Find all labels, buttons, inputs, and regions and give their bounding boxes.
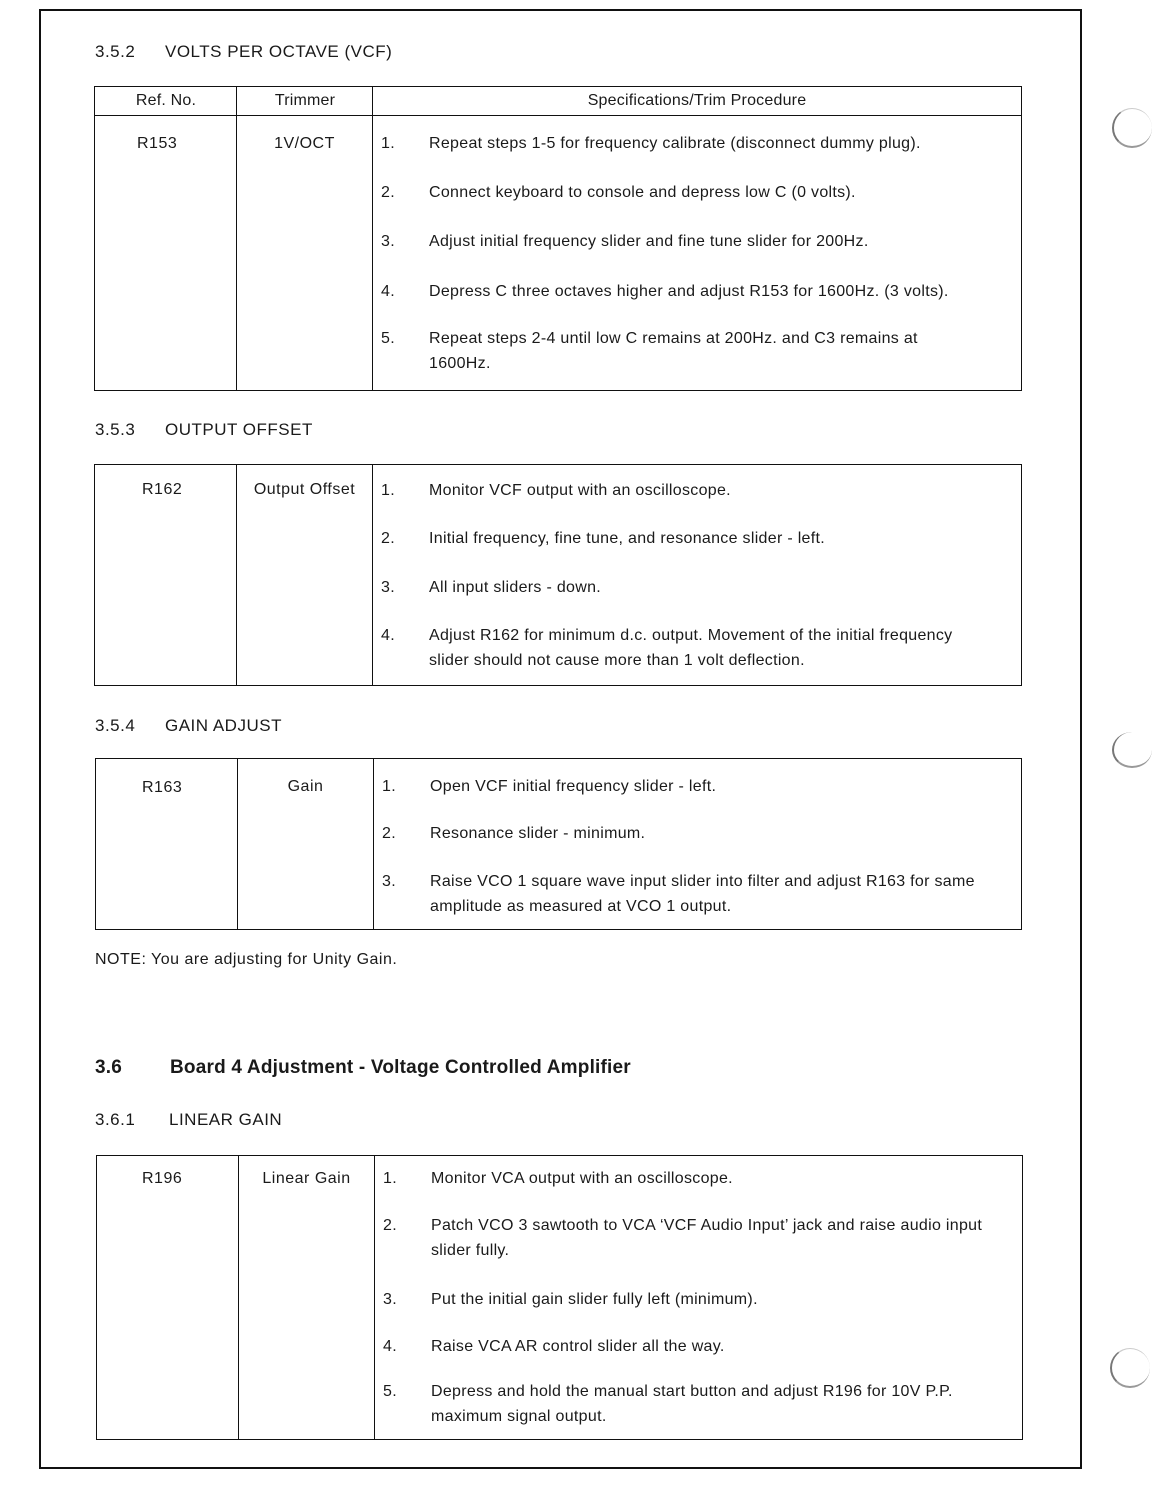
step-text: Put the initial gain slider fully left (minimum). <box>431 1291 758 1308</box>
step-text: Resonance slider - minimum. <box>430 825 646 842</box>
section-heading-3-6 <box>95 1057 631 1079</box>
section-title: Board 4 Adjustment - Voltage Controlled Amplifier <box>170 1057 631 1078</box>
trim-table-volts-per-octave <box>94 86 1022 391</box>
procedure-step <box>381 279 1007 304</box>
ref-column <box>96 759 238 929</box>
procedure-step <box>381 526 1007 551</box>
procedure-step <box>383 1379 1008 1429</box>
step-text: Monitor VCF output with an oscilloscope. <box>429 482 731 499</box>
procedure-step <box>381 575 1007 600</box>
ref-column <box>95 465 237 685</box>
step-number: 1. <box>381 482 395 499</box>
section-heading-3-6-1 <box>95 1110 282 1130</box>
step-number: 4. <box>381 283 395 300</box>
step-number: 3. <box>382 873 396 890</box>
trimmer-value: Linear Gain <box>262 1170 351 1187</box>
step-text: Depress C three octaves higher and adjust R153 for 1600Hz. (3 volts). <box>429 283 949 300</box>
step-number: 1. <box>383 1170 397 1187</box>
procedure-step <box>383 1334 1008 1359</box>
procedure-step <box>383 1287 1008 1312</box>
step-number: 4. <box>383 1338 397 1355</box>
step-number: 2. <box>382 825 396 842</box>
section-heading-3-5-3 <box>95 420 313 440</box>
ref-value: R196 <box>142 1170 183 1187</box>
step-number: 4. <box>381 627 395 644</box>
trim-table-linear-gain <box>96 1155 1023 1440</box>
section-heading-3-5-2 <box>95 42 392 62</box>
procedure-step <box>382 869 991 919</box>
procedure-step <box>381 478 1007 503</box>
trim-table-gain-adjust <box>95 758 1022 930</box>
section-number: 3.6.1 <box>95 1110 136 1129</box>
procedure-step <box>381 229 1007 254</box>
ref-column <box>97 1156 239 1439</box>
procedure-step <box>383 1213 1008 1263</box>
punch-hole-bottom <box>1110 1348 1150 1388</box>
step-text: Connect keyboard to console and depress low C (0 volts). <box>429 184 856 201</box>
ref-value: R163 <box>142 779 183 796</box>
trimmer-column <box>239 1156 375 1439</box>
step-number: 2. <box>381 530 395 547</box>
trim-table-output-offset <box>94 464 1022 686</box>
step-number: 1. <box>381 135 395 152</box>
step-text: All input sliders - down. <box>429 579 602 596</box>
step-number: 1. <box>382 778 396 795</box>
punch-hole-top <box>1112 108 1152 148</box>
procedure-step <box>381 326 961 376</box>
step-text: Adjust R162 for minimum d.c. output. Movement of the initial frequency slider should not cause more than 1 volt deflection. <box>429 627 953 669</box>
section-number: 3.5.2 <box>95 42 136 61</box>
step-text: Monitor VCA output with an oscilloscope. <box>431 1170 733 1187</box>
procedure-step <box>383 1166 1008 1191</box>
section-number: 3.5.3 <box>95 420 136 439</box>
trimmer-value: Gain <box>287 778 324 795</box>
step-number: 3. <box>383 1291 397 1308</box>
trimmer-column <box>237 465 373 685</box>
step-text: Raise VCA AR control slider all the way. <box>431 1338 725 1355</box>
procedure-step <box>382 774 1007 799</box>
procedure-step <box>382 821 1007 846</box>
step-text: Adjust initial frequency slider and fine tune slider for 200Hz. <box>429 233 869 250</box>
step-number: 5. <box>381 330 395 347</box>
section-title: VOLTS PER OCTAVE (VCF) <box>165 42 393 61</box>
header-ref-no: Ref. No. <box>135 92 197 109</box>
section-title: OUTPUT OFFSET <box>165 420 313 439</box>
ref-value: R153 <box>137 135 178 152</box>
step-number: 3. <box>381 579 395 596</box>
step-text: Repeat steps 1-5 for frequency calibrate (disconnect dummy plug). <box>429 135 921 152</box>
section-heading-3-5-4 <box>95 716 282 736</box>
trimmer-value: Output Offset <box>253 481 356 498</box>
punch-hole-middle <box>1112 732 1152 768</box>
step-text: Open VCF initial frequency slider - left. <box>430 778 717 795</box>
step-number: 2. <box>381 184 395 201</box>
header-specifications: Specifications/Trim Procedure <box>587 92 807 109</box>
section-title: LINEAR GAIN <box>169 1110 283 1129</box>
note-text: NOTE: You are adjusting for Unity Gain. <box>95 951 398 968</box>
trimmer-column <box>237 87 373 390</box>
trimmer-value: 1V/OCT <box>274 135 335 152</box>
step-number: 3. <box>381 233 395 250</box>
step-text: Initial frequency, fine tune, and resonance slider - left. <box>429 530 825 547</box>
step-text: Repeat steps 2-4 until low C remains at 200Hz. and C3 remains at 1600Hz. <box>429 330 918 372</box>
ref-column <box>95 87 237 390</box>
step-text: Depress and hold the manual start button and adjust R196 for 10V P.P. maximum signal output. <box>431 1383 953 1425</box>
procedure-step <box>381 180 1007 205</box>
procedure-step <box>381 623 961 673</box>
step-text: Raise VCO 1 square wave input slider into filter and adjust R163 for same amplitude as measured at VCO 1 output. <box>430 873 975 915</box>
procedure-step <box>381 131 1007 156</box>
step-text: Patch VCO 3 sawtooth to VCA ‘VCF Audio Input’ jack and raise audio input slider fully. <box>431 1217 983 1259</box>
section-number: 3.6 <box>95 1057 123 1078</box>
step-number: 5. <box>383 1383 397 1400</box>
trimmer-column <box>238 759 374 929</box>
header-trimmer: Trimmer <box>274 92 336 109</box>
ref-value: R162 <box>142 481 183 498</box>
section-number: 3.5.4 <box>95 716 136 735</box>
step-number: 2. <box>383 1217 397 1234</box>
section-title: GAIN ADJUST <box>165 716 282 735</box>
